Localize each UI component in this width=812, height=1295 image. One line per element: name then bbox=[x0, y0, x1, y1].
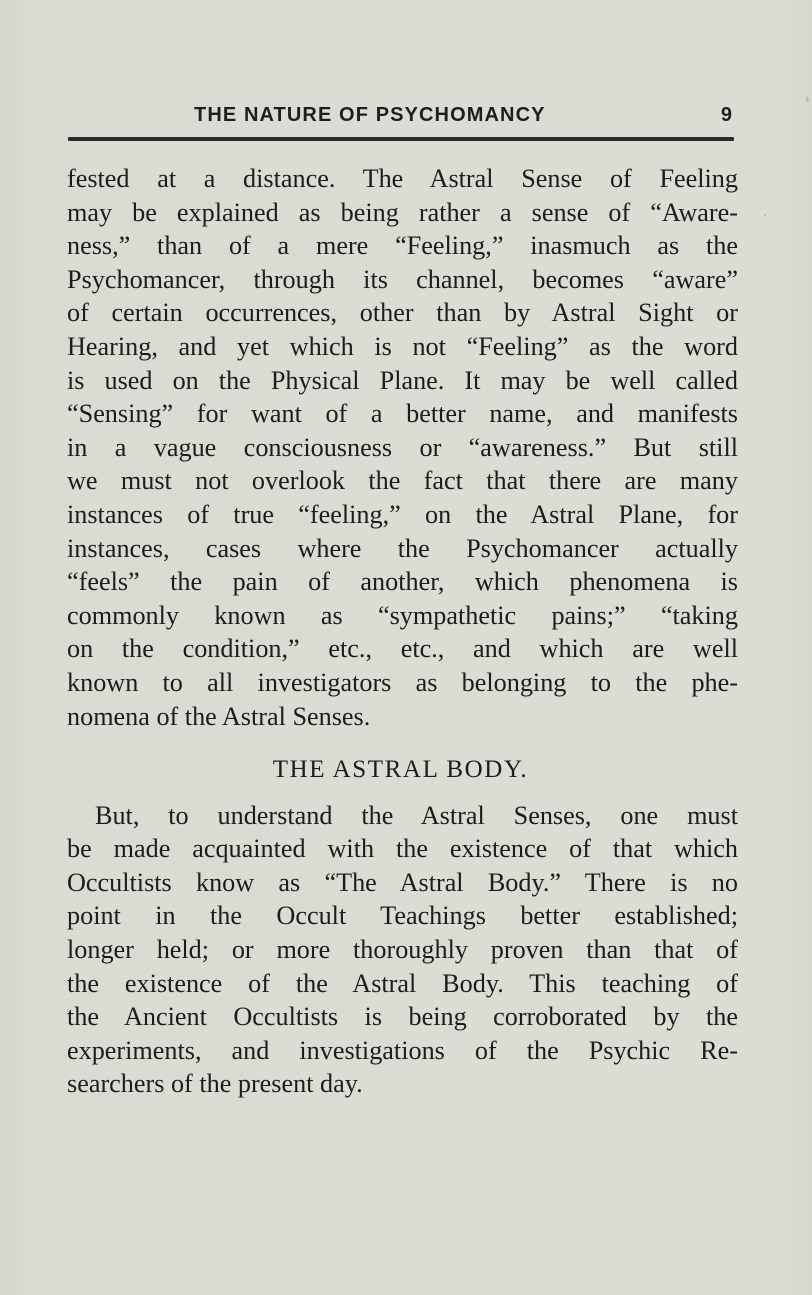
text-line: instances, cases where the Psychomancer actually bbox=[67, 533, 738, 563]
paper-speck bbox=[764, 214, 766, 216]
text-line: point in the Occult Teachings better established; bbox=[67, 901, 738, 931]
running-head-title: THE NATURE OF PSYCHOMANCY bbox=[194, 104, 546, 126]
text-line: fested at a distance. The Astral Sense of Feeling bbox=[67, 164, 738, 193]
text-line: in a vague consciousness or “awareness.” But still bbox=[67, 432, 738, 462]
text-line: Psychomancer, through its channel, becomes “aware” bbox=[67, 264, 738, 294]
text-line: known to all investigators as belonging to the phe- bbox=[67, 667, 738, 697]
text-line: But, to understand the Astral Senses, one must bbox=[95, 800, 738, 830]
page-body bbox=[67, 162, 738, 1101]
text-line: the Ancient Occultists is being corroborated by the bbox=[67, 1002, 738, 1032]
text-line: of certain occurrences, other than by Astral Sight or bbox=[67, 298, 738, 328]
paragraph-1 bbox=[67, 162, 738, 733]
paper-speck bbox=[806, 97, 809, 102]
text-line: the existence of the Astral Body. This teaching of bbox=[67, 968, 738, 998]
text-line: instances of true “feeling,” on the Astral Plane, for bbox=[67, 499, 738, 529]
text-line: is used on the Physical Plane. It may be well called bbox=[67, 365, 738, 395]
header-rule bbox=[68, 137, 734, 141]
text-line: may be explained as being rather a sense of “Aware- bbox=[67, 197, 738, 227]
text-line: “Sensing” for want of a better name, and manifests bbox=[67, 399, 738, 429]
paragraph-2 bbox=[67, 799, 738, 1101]
text-line: be made acquainted with the existence of that which bbox=[67, 834, 738, 864]
paper-speck bbox=[764, 1150, 765, 1151]
text-line: we must not overlook the fact that there are many bbox=[67, 466, 738, 496]
text-line: ness,” than of a mere “Feeling,” inasmuch as the bbox=[67, 231, 738, 261]
text-line: experiments, and investigations of the Psychic Re- bbox=[67, 1035, 738, 1065]
text-line: on the condition,” etc., etc., and which are well bbox=[67, 634, 738, 664]
text-line: commonly known as “sympathetic pains;” “taking bbox=[67, 600, 738, 630]
text-line: Hearing, and yet which is not “Feeling” as the word bbox=[67, 331, 738, 361]
text-line: Occultists know as “The Astral Body.” There is no bbox=[67, 867, 738, 897]
text-line: searchers of the present day. bbox=[67, 1069, 363, 1099]
page-number: 9 bbox=[720, 104, 732, 126]
text-line: longer held; or more thoroughly proven than that of bbox=[67, 935, 738, 965]
running-head bbox=[68, 104, 734, 134]
section-heading: THE ASTRAL BODY. bbox=[272, 756, 529, 784]
text-line: nomena of the Astral Senses. bbox=[67, 701, 371, 731]
text-line: “feels” the pain of another, which phenomena is bbox=[67, 567, 738, 597]
